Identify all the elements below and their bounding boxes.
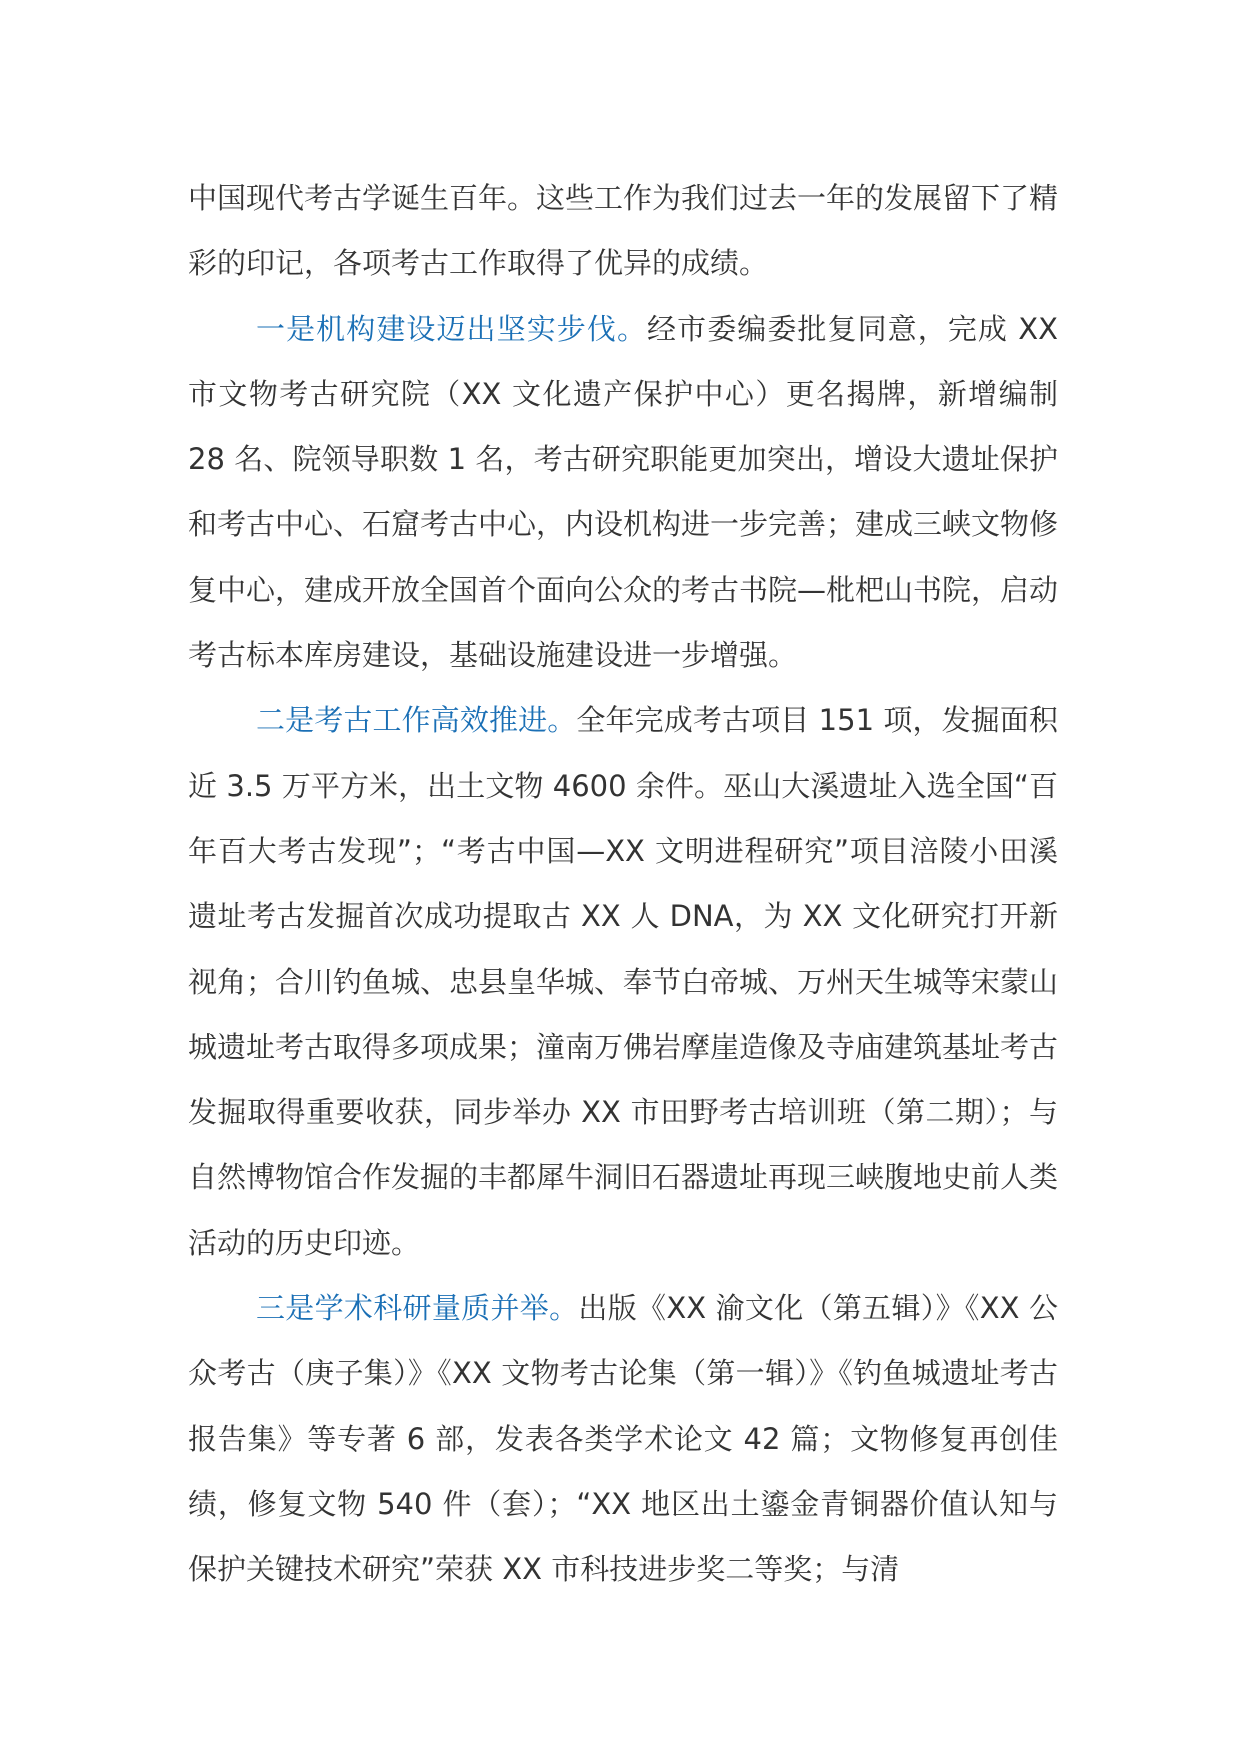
paragraph-text: 全年完成考古项目 151 项，发掘面积近 3.5 万平方米，出土文物 4600 余件。巫山大溪遗址入选全国“百年百大考古发现”；“考古中国—XX 文明进程研究”项目涪陵小田溪遗址考古发掘首次成功提取古 XX 人 DNA，为 XX 文化研究打开新视角；合川钓鱼城、忠县皇华城、奉节白帝城、万州天生城等宋蒙山城遗址考古取得多项成果；潼南万佛岩摩崖造像及寺庙建筑基址考古发掘取得重要收获，同步举办 XX 市田野考古培训班（第二期）；与自然博物馆合作发掘的丰都犀牛洞旧石器遗址再现三峡腹地史前人类活动的历史印迹。 [188, 703, 1059, 1260]
paragraph-text: 经市委编委批复同意，完成 XX 市文物考古研究院（XX 文化遗产保护中心）更名揭牌，新增编制 28 名、院领导职数 1 名，考古研究职能更加突出，增设大遗址保护和考古中心、石窟考古中心，内设机构进一步完善；建成三峡文物修复中心，建成开放全国首个面向公众的考古书院—枇杷山书院，启动考古标本库房建设，基础设施建设进一步增强。 [188, 311, 1059, 673]
paragraph-archaeology-work [188, 688, 1058, 1276]
paragraph-institution-building [188, 297, 1058, 689]
paragraph-heading: 二是考古工作高效推进。 [256, 703, 577, 738]
paragraph-text: 出版《XX 渝文化（第五辑）》《XX 公众考古（庚子集）》《XX 文物考古论集（第一辑）》《钓鱼城遗址考古报告集》等专著 6 部，发表各类学术论文 42 篇；文物修复再创佳绩，修复文物 540 件（套）；“XX 地区出土鎏金青铜器价值认知与保护关键技术研究”荣获 XX 市科技进步奖二等奖；与清 [188, 1291, 1058, 1587]
paragraph-heading: 一是机构建设迈出坚实步伐。 [256, 311, 648, 346]
paragraph-heading: 三是学术科研量质并举。 [256, 1291, 579, 1326]
paragraph-text: 中国现代考古学诞生百年。这些工作为我们过去一年的发展留下了精彩的印记，各项考古工作取得了优异的成绩。 [188, 181, 1059, 281]
document-body [188, 166, 1058, 1603]
paragraph-intro-continuation [188, 166, 1058, 297]
paragraph-academic-research [188, 1276, 1058, 1602]
